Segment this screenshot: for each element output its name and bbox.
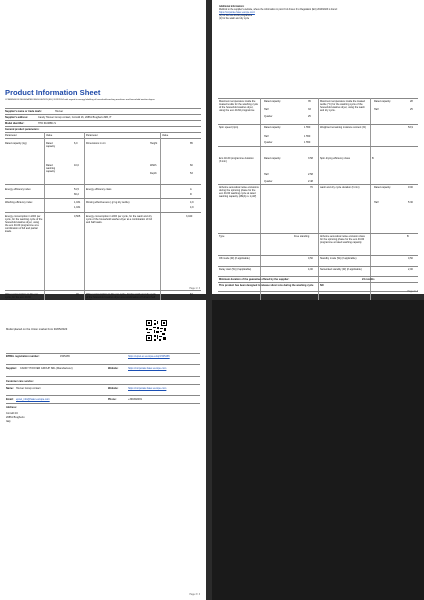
wd-dur-v2: 5:30 — [408, 201, 413, 204]
noise-class-val: B — [407, 235, 409, 238]
standby-label: Standby mode (W) (if applicable) — [320, 257, 357, 260]
page-1 — [0, 0, 206, 299]
water-val: 49 — [76, 293, 79, 296]
type-val: Free standing — [294, 235, 310, 238]
wd-dur-label: wash and dry cycle duration (h:min) — [320, 186, 360, 189]
height-val: 85 — [190, 142, 193, 145]
spin-rated: Rated capacity — [264, 126, 281, 129]
address-label: Supplier's address: — [5, 116, 29, 119]
max-temp2-label: Maximum temperature inside the treated textile (°C) for the washing cycle of the household washer-dryer, using the wash and dry cycle. — [320, 100, 365, 112]
guarantee-label: Minimum duration of the guarantee offered by the supplier: — [219, 278, 290, 281]
delay-label: Delay start (W) (if applicable) — [219, 268, 252, 271]
general-label: General product parameters: — [5, 128, 40, 131]
name-label: Name: — [6, 387, 14, 390]
prog-dur-v2: 2:58 — [308, 173, 313, 176]
phone-val: +390392081 — [128, 398, 142, 401]
col-value-2: Value — [162, 134, 169, 137]
energy-cons2-val: 3,040 — [186, 215, 193, 218]
rinse-val-1: 4,9 — [190, 201, 194, 204]
silver-val: NO — [320, 284, 324, 287]
additional-label: Additional information: — [219, 6, 245, 8]
eei-val-2: 66,2 — [74, 193, 79, 196]
ee-class-a: A — [190, 188, 192, 191]
width-label: Width — [150, 164, 157, 167]
max-temp2-rated: Rated capacity — [374, 100, 391, 103]
prog-dur-v3: 2:48 — [308, 180, 313, 183]
type-label: Type — [219, 235, 225, 238]
address-line-2: 20861 Brugherio — [6, 416, 25, 419]
col-parameter: Parameter — [5, 134, 17, 137]
spin-v1: 1 550 — [304, 126, 311, 129]
wd-dur-rated: Rated capacity — [374, 186, 391, 189]
prog-dur-quarter: Quarter — [264, 180, 273, 183]
height-label: Height — [150, 142, 158, 145]
address-label: Address: — [6, 406, 17, 409]
page-title: Product Information Sheet — [5, 88, 101, 97]
wash-eff-val-1: 1,031 — [74, 201, 81, 204]
supplier-label: Supplier's name or trade mark: — [5, 110, 42, 113]
max-temp2-half: Half — [374, 108, 379, 111]
eprel-label: EPREL registration number: — [6, 355, 40, 358]
note-1: (1) for the eco 40-60 programme — [219, 14, 253, 17]
noise-label: Airborne acoustical noise emissions during the spinning phase for the eco 40-60 washing cycle at rated washing capacity (dB(A) re 1 pW) — [219, 186, 259, 198]
max-temp-v3: 25 — [308, 115, 311, 118]
email-link[interactable]: epnel_info@haier-europe.com — [16, 398, 50, 401]
spin-v3: 1 550 — [304, 141, 311, 144]
rinse-val-2: 4,9 — [190, 206, 194, 209]
max-temp-v1: 35 — [308, 100, 311, 103]
prog-dur-v1: 3:58 — [308, 157, 313, 160]
website2-label: Website: — [108, 387, 119, 390]
rated-wash-label: Rated washing capacity — [46, 164, 56, 173]
rated-wash-val: 10,0 — [74, 164, 79, 167]
eprel-link[interactable]: https://eprel.ec.europa.eu/qr/1505465 — [128, 355, 170, 358]
eprel-val: 1505465 — [60, 355, 70, 358]
rinse-label: Rinsing effectiveness ( g/ kg dry textile) — [86, 201, 130, 204]
placed-text: Model placed on the Union market from 30/05/2023 — [6, 328, 68, 331]
model-value: H7D 610MBC-S — [38, 122, 56, 125]
standby-val: 0,50 — [408, 257, 413, 260]
guarantee-val: 24 months — [362, 278, 375, 281]
col-value: Value — [46, 134, 53, 137]
ee-class-label: Energy efficiency class — [86, 188, 112, 191]
max-temp-v2: 33 — [308, 108, 311, 111]
address-line-3: Italy — [6, 420, 11, 423]
delay-val: 4,00 — [308, 268, 313, 271]
address-line-1: Comolli 16 — [6, 412, 18, 415]
max-temp-half: Half — [264, 108, 269, 111]
network-val: 2,00 — [408, 268, 413, 271]
spin-class-val: B — [372, 157, 374, 160]
max-temp2-v2: 25 — [410, 108, 413, 111]
prog-dur-rated: Rated capacity — [264, 157, 281, 160]
weblink-url[interactable]: https://corporate.haier-europe.com/ — [219, 11, 255, 14]
website-link[interactable]: https://corporate.haier-europe.com — [128, 367, 167, 370]
depth-label: Depth — [150, 172, 157, 175]
energy-cons2-label: Energy consumption in kWh per cycle, for the wash and dry cycle of the household washer-dryer at a combination of full and half loads. — [86, 215, 152, 224]
qr-code — [145, 319, 168, 342]
name-val: Hoover Group contact — [16, 387, 41, 390]
max-temp-quarter: Quarter — [264, 115, 273, 118]
noise-class-label: Airborne acoustical noise emission class for the spinning phase for the eco 40-60 programme at rated washing capacity — [320, 235, 365, 244]
depth-val: 53 — [190, 172, 193, 175]
page-2-footer: Page 2 / 3 — [407, 291, 418, 293]
moisture-label: Weighted remaining moisture content (%) — [320, 126, 366, 129]
col-parameter-2: Parameter — [86, 134, 98, 137]
max-temp-label: Maximum temperature inside the treated textile for the washing cycle of the household washer-dryer, using the eco 40-60 programme — [219, 100, 259, 112]
wash-eff-label: Washing efficiency index — [5, 201, 33, 204]
page-1-footer: Page 1 / 3 — [189, 288, 200, 290]
model-label: Model identifier: — [5, 122, 25, 125]
note-2: (2) for the wash and dry cycle — [219, 17, 250, 20]
care-label: Customer care service: — [6, 380, 34, 383]
wd-dur-v1: 9:00 — [408, 186, 413, 189]
water2-val: 67 — [190, 293, 193, 296]
page-3 — [0, 300, 206, 600]
rated-cap-val: 6,0 — [74, 142, 78, 145]
regulation-text: COMMISSION DELEGATED REGULATION (EU) 2019/2014 with regard to energy labelling of household washing machines and household washer-dryers — [5, 99, 155, 101]
supplier-val: CANDY HOOVER GROUP SRL (Manufacturer) — [20, 367, 73, 370]
phone-label: Phone: — [108, 398, 117, 401]
wd-dur-half: Half — [374, 201, 379, 204]
width-val: 60 — [190, 164, 193, 167]
dimensions-label: Dimensions in cm — [86, 142, 106, 145]
network-label: Networked standby (W) (if applicable) — [320, 268, 362, 271]
max-temp-rated: Rated capacity — [264, 100, 281, 103]
eei-val-1: 51,5 — [74, 188, 79, 191]
prog-dur-half: Half — [264, 173, 269, 176]
spin-quarter: Quarter — [264, 141, 273, 144]
off-mode-label: Off-mode (W) (if applicable) — [219, 257, 250, 260]
supplier-label: Supplier: — [6, 367, 17, 370]
rated-cap-sub: Rated capacity — [46, 142, 56, 148]
spin-class-label: Spin drying efficiency class — [320, 157, 350, 160]
energy-cons-val: 0,505 — [74, 215, 81, 218]
rated-cap-label: Rated capacity (kg) — [5, 142, 27, 145]
website2-link[interactable]: https://corporate.haier-europe.com — [128, 387, 167, 390]
supplier-value: Hoover — [55, 110, 64, 113]
spin-label: Spin speed (rpm) — [219, 126, 239, 129]
spin-half: Half — [264, 135, 269, 138]
ee-class-d: D — [190, 193, 192, 196]
page-2 — [212, 0, 424, 294]
off-mode-val: 0,50 — [308, 257, 313, 260]
silver-label: This product has been designed to release silver ions during the washing cycle — [219, 284, 314, 287]
energy-cons-label: Energy consumption in kWh per cycle, for the washing cycle of the household washer-dryer, using the eco 40-60 programme at a combination of full and partial loads. — [5, 215, 43, 233]
website-label: Website: — [108, 367, 119, 370]
spin-v2: 1 550 — [304, 135, 311, 138]
email-label: Email: — [6, 398, 14, 401]
address-value: Candy Hoover Group contact, Comolli 16, 20861 Brugherio MB, IT — [38, 116, 112, 119]
max-temp2-v1: 28 — [410, 100, 413, 103]
eei-label: Energy efficiency index — [5, 188, 31, 191]
prog-dur-label: Eco 40-60 programme duration (h:min) — [219, 157, 254, 163]
wash-eff-val-2: 1,031 — [74, 206, 81, 209]
moisture-val: 53,9 — [408, 126, 413, 129]
weblink-text: Weblink to the supplier's website, where the information in point 9 of Annex II to Regulation (EU) 2019/2023 is found: — [219, 8, 338, 11]
empty-page-area — [212, 300, 424, 600]
water2-label: Water consumption in litre per cycle, for the wash and dry cycle of the household washer-dryer at a combination of full and half — [86, 293, 156, 299]
water-label: Water consumption in litre per cycle, for the eco 40-60 — [5, 293, 39, 299]
noise-val: 76 — [310, 186, 313, 189]
page-3-footer: Page 3 / 3 — [189, 594, 200, 596]
